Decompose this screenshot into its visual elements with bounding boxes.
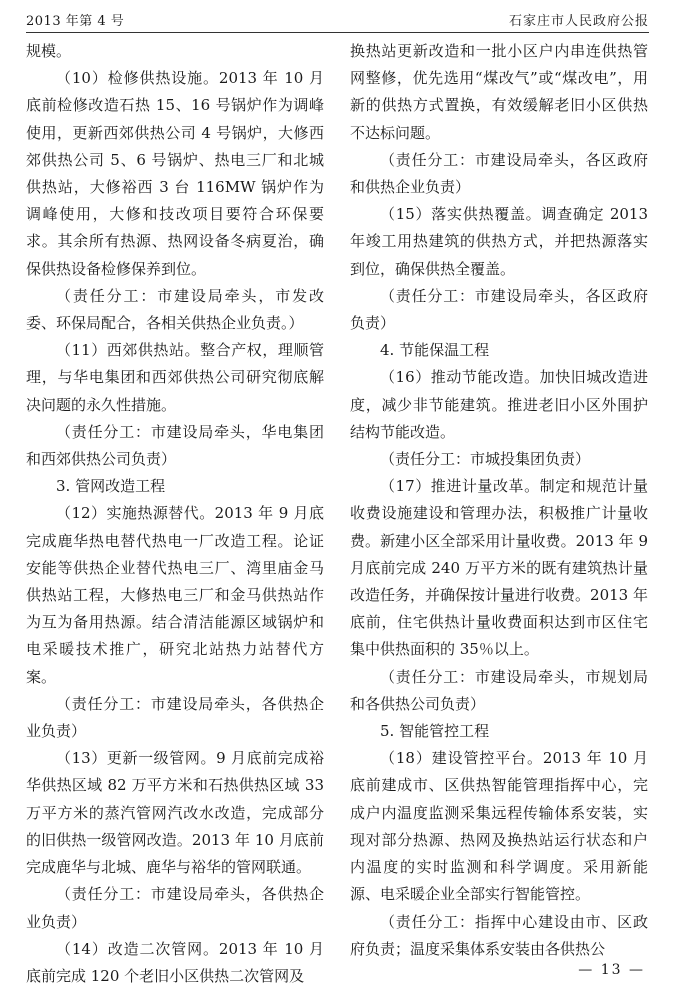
paragraph: （责任分工：市建设局牵头，各区政府负责）: [350, 286, 648, 333]
left-column: [26, 38, 324, 990]
page-header: [26, 4, 649, 33]
right-column: [350, 38, 648, 963]
paragraph: （15）落实供热覆盖。调查确定 2013 年竣工用热建筑的供热方式，并把热源落实到位，确保供热全覆盖。: [350, 205, 648, 278]
issue-label: 2013 年第 4 号: [26, 14, 125, 29]
paragraph: （11）西郊供热站。整合产权，理顺管理，与华电集团和西郊供热公司研究彻底解决问题的永久性措施。: [26, 341, 324, 414]
paragraph: 换热站更新改造和一批小区户内串连供热管网整修，优先选用“煤改气”或“煤改电”，用新的供热方式置换，有效缓解老旧小区供热不达标问题。: [350, 42, 648, 142]
paragraph: （责任分工：市建设局牵头，华电集团和西郊供热公司负责）: [26, 422, 324, 469]
paragraph: 4. 节能保温工程: [380, 341, 490, 360]
paragraph: （16）推动节能改造。加快旧城改造进度，减少非节能建筑。推进老旧小区外围护结构节能改造。: [350, 368, 648, 441]
paragraph: （18）建设管控平台。2013 年 10 月底前建成市、区供热智能管理指挥中心，完成户内温度监测采集远程传输体系安装，实现对部分热源、热网及换热站运行状态和户内温度的实时监测和科学调度。采用新能源、电采暖企业全部实行智能管控。: [350, 749, 648, 904]
paragraph: （12）实施热源替代。2013 年 9 月底完成鹿华热电替代热电一厂改造工程。论证安能等供热企业替代热电三厂、湾里庙金马供热站工程，大修热电三厂和金马供热站作为互为备用热源。结合清洁能源区域锅炉和电采暖技术推广，研究北站热力站替代方案。: [26, 504, 324, 686]
paragraph: （责任分工：市建设局牵头，市规划局和各供热公司负责）: [350, 667, 648, 713]
paragraph: （责任分工：市建设局牵头，各区政府和供热企业负责）: [350, 150, 648, 197]
paragraph: （10）检修供热设施。2013 年 10 月底前检修改造石热 15、16 号锅炉作为调峰使用，更新西郊供热公司 4 号锅炉，大修西郊供热公司 5、6 号锅炉、热电三厂和北城供热站，大修裕西 3 台 116MW 锅炉作为调峰使用，大修和技改项目要符合环保要求。其余所有热源、热网设备冬病夏治，确保供热设备检修保养到位。: [26, 69, 324, 278]
paragraph: 3. 管网改造工程: [56, 477, 166, 496]
publication-title: 石家庄市人民政府公报: [508, 14, 649, 29]
paragraph: 5. 智能管控工程: [380, 722, 490, 741]
paragraph: 规模。: [26, 42, 72, 60]
paragraph: （责任分工：指挥中心建设由市、区政府负责；温度采集体系安装由各供热公: [350, 912, 648, 958]
paragraph: （责任分工：市建设局牵头，市发改委、环保局配合，各相关供热企业负责。）: [26, 286, 324, 333]
page-number: — 13 —: [578, 962, 645, 978]
paragraph: （责任分工：市建设局牵头，各供热企业负责）: [26, 694, 324, 741]
paragraph: （17）推进计量改革。制定和规范计量收费设施建设和管理办法，积极推广计量收费。新建小区全部采用计量收费。2013 年 9 月底前完成 240 万平方米的既有建筑热计量改造任务，并确保按计量进行收费。2013 年底前，住宅供热计量收费面积达到市区住宅集中供热面积的 35％以上。: [350, 477, 648, 659]
paragraph: （责任分工：市城投集团负责）: [380, 450, 591, 469]
paragraph: （13）更新一级管网。9 月底前完成裕华供热区域 82 万平方米和石热供热区域 33 万平方米的蒸汽管网汽改水改造，完成部分的旧供热一级管网改造。2013 年 10 月底前完成鹿华与北城、鹿华与裕华的管网联通。: [26, 749, 324, 877]
paragraph: （14）改造二次管网。2013 年 10 月底前完成 120 个老旧小区供热二次管网及: [26, 939, 324, 985]
paragraph: （责任分工：市建设局牵头，各供热企业负责）: [26, 885, 324, 931]
